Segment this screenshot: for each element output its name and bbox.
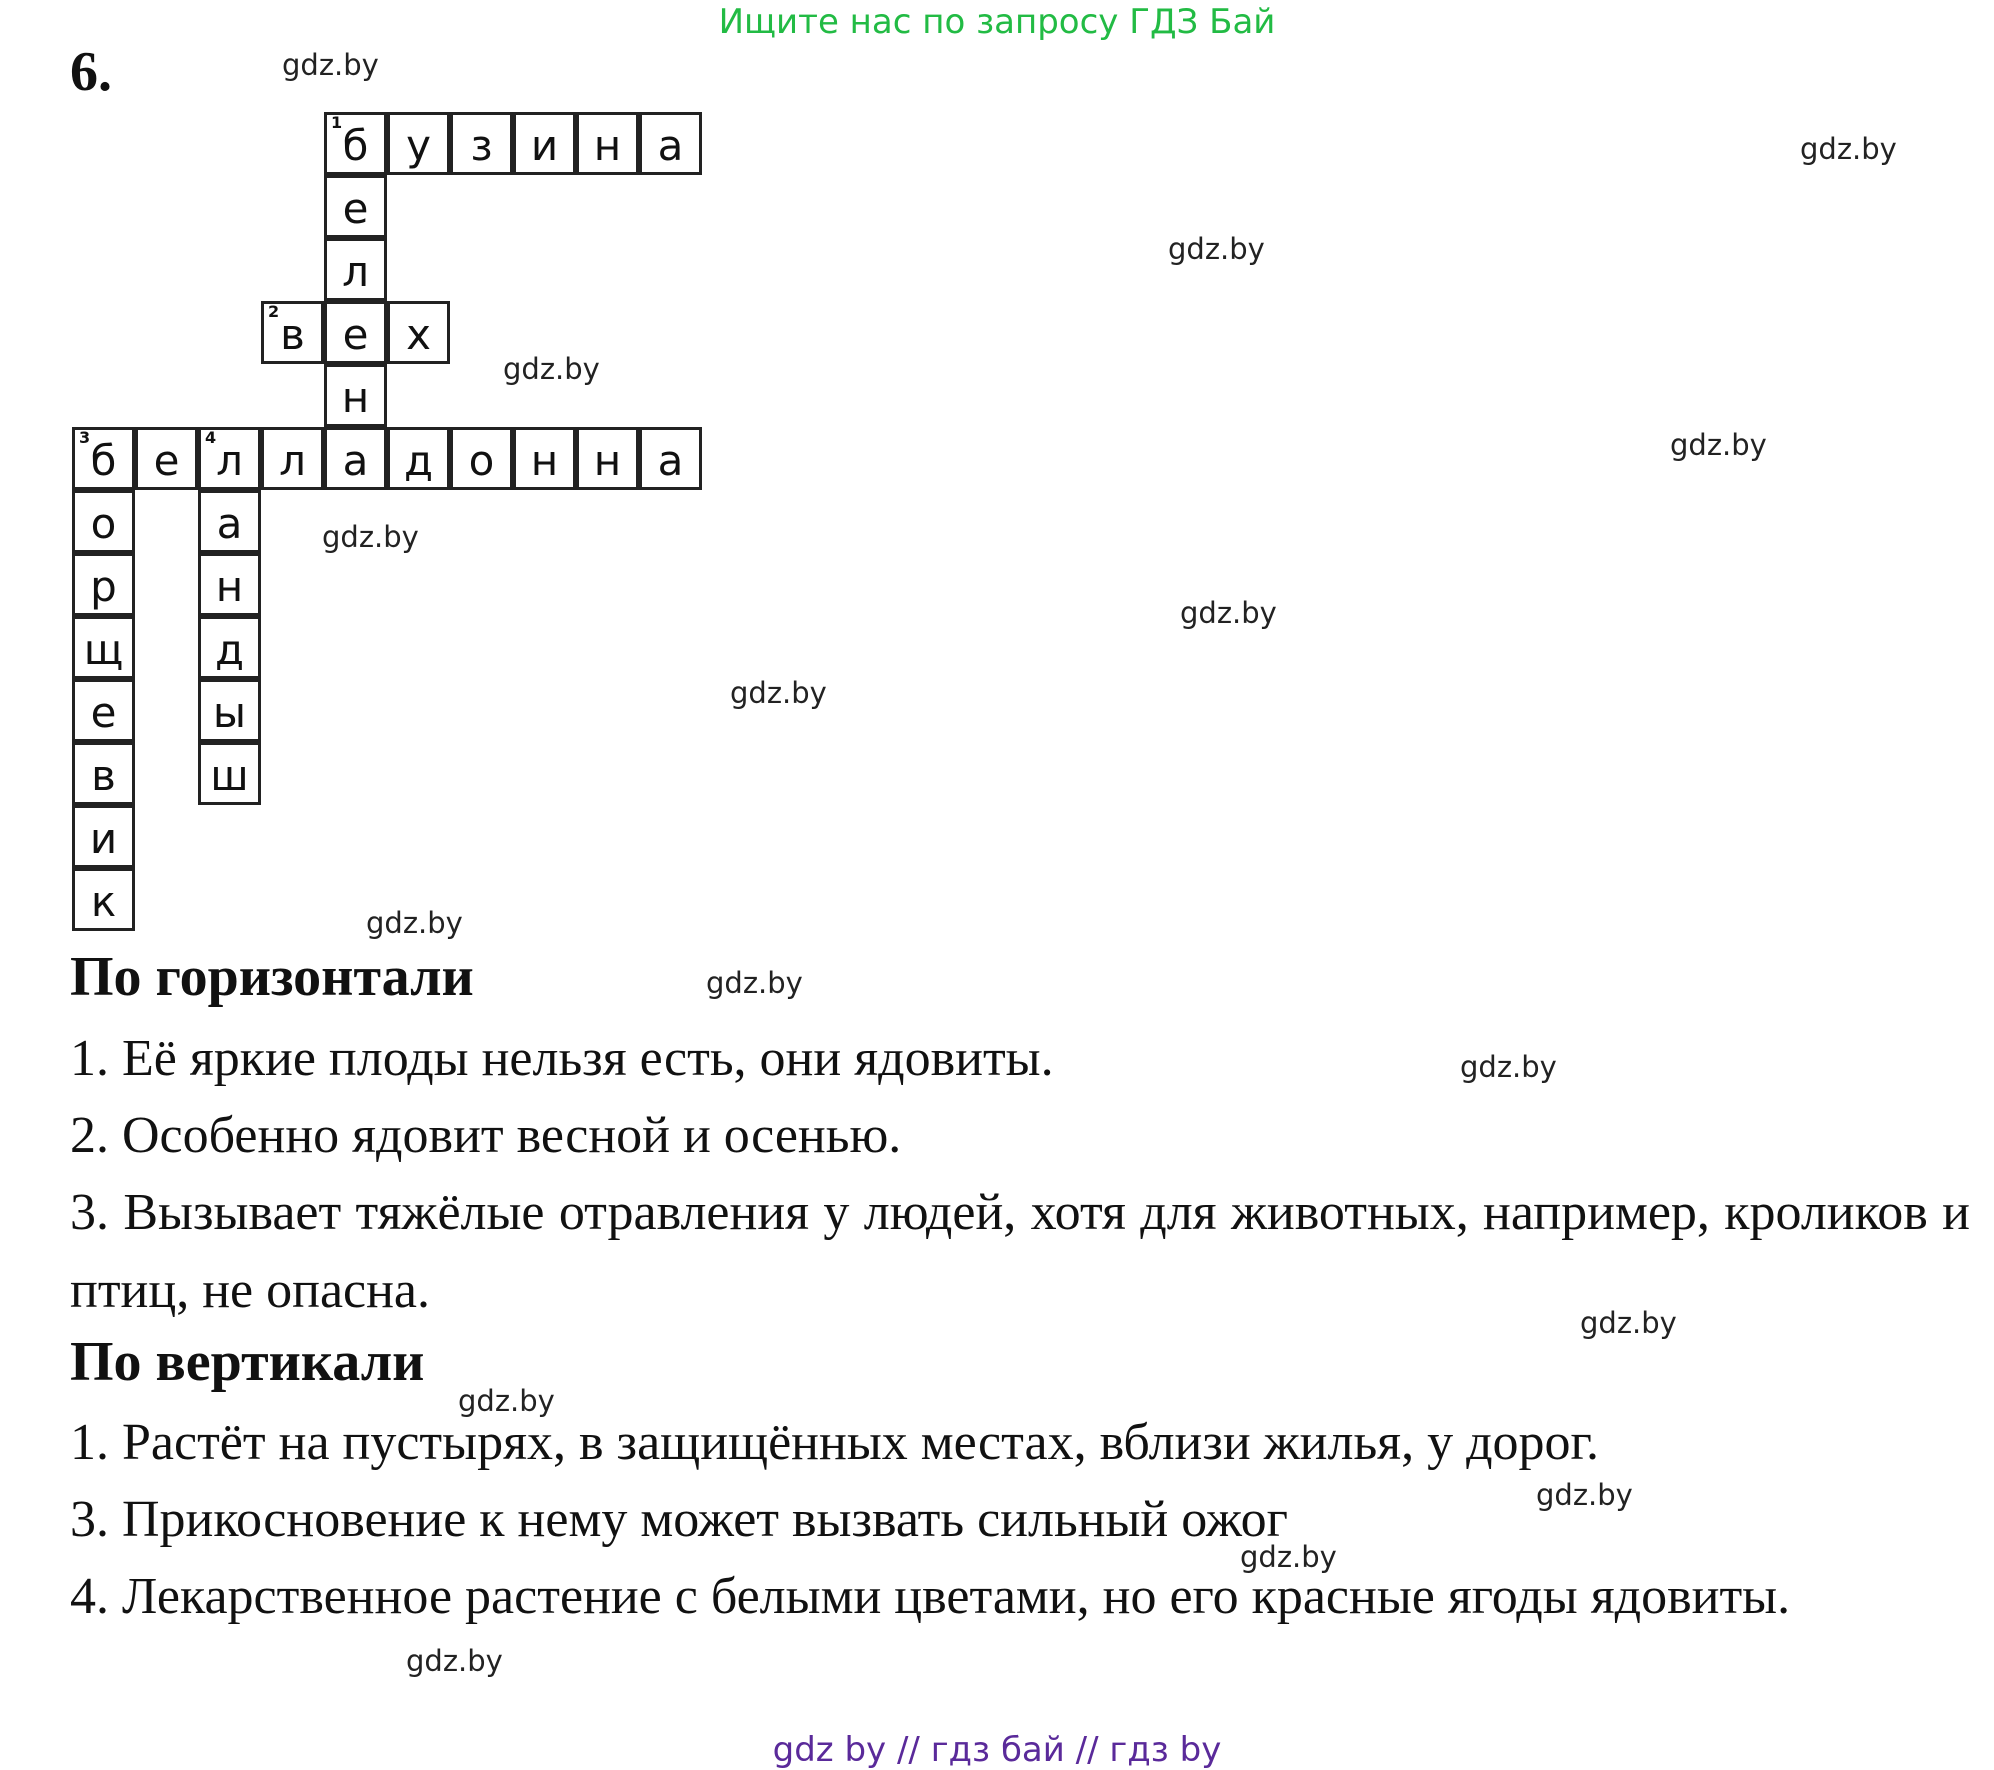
cell-letter: л xyxy=(342,246,369,296)
watermark: gdz.by xyxy=(1240,1540,1337,1574)
crossword-cell xyxy=(198,742,261,805)
crossword-cell xyxy=(198,616,261,679)
clue-number: 2 xyxy=(268,302,280,321)
crossword-cell xyxy=(198,553,261,616)
cell-letter: и xyxy=(530,120,559,170)
cell-letter: а xyxy=(216,498,243,548)
cell-letter: л xyxy=(216,435,243,485)
cell-letter: у xyxy=(406,120,431,170)
watermark: gdz.by xyxy=(1180,596,1277,630)
crossword-cell xyxy=(198,490,261,553)
cell-letter: ш xyxy=(210,750,249,800)
crossword-cell xyxy=(576,427,639,490)
vertical-clue-1: 1. Растёт на пустырях, в защищённых местах, вблизи жилья, у дорог. xyxy=(70,1414,1599,1471)
crossword-cell xyxy=(72,742,135,805)
crossword-cell xyxy=(387,112,450,175)
vertical-clue-4: 4. Лекарственное растение с белыми цветами, но его красные ягоды ядовиты. xyxy=(70,1568,1791,1625)
crossword-cell xyxy=(324,175,387,238)
cell-letter: н xyxy=(341,372,370,422)
horizontal-clue-2: 2. Особенно ядовит весной и осенью. xyxy=(70,1107,902,1164)
crossword-cell xyxy=(198,679,261,742)
crossword-cell xyxy=(513,427,576,490)
vertical-heading: По вертикали xyxy=(70,1331,425,1393)
watermark: gdz.by xyxy=(366,906,463,940)
crossword-cell xyxy=(72,490,135,553)
clue-number: 1 xyxy=(331,113,343,132)
crossword-cell xyxy=(72,679,135,742)
cell-letter: н xyxy=(593,435,622,485)
cell-letter: е xyxy=(90,687,117,737)
cell-letter: а xyxy=(657,120,684,170)
watermark: gdz.by xyxy=(282,48,379,82)
cell-letter: о xyxy=(90,498,117,548)
crossword-cell xyxy=(324,427,387,490)
crossword-cell xyxy=(576,112,639,175)
footer-links[interactable]: gdz by // гдз бай // гдз by xyxy=(772,1730,1222,1770)
cell-letter: б xyxy=(90,435,117,485)
cell-letter: н xyxy=(530,435,559,485)
cell-letter: н xyxy=(593,120,622,170)
cell-letter: в xyxy=(280,309,305,359)
crossword-cell xyxy=(261,301,324,364)
clue-number: 4 xyxy=(205,428,217,447)
task-number: 6. xyxy=(70,41,112,103)
crossword-cell xyxy=(72,868,135,931)
cell-letter: з xyxy=(470,120,493,170)
cell-letter: н xyxy=(215,561,244,611)
vertical-clue-3: 3. Прикосновение к нему может вызвать сильный ожог xyxy=(70,1491,1288,1548)
cell-letter: д xyxy=(403,435,434,485)
cell-letter: е xyxy=(342,183,369,233)
cell-letter: б xyxy=(342,120,369,170)
clue-number: 3 xyxy=(79,428,91,447)
crossword-cell xyxy=(513,112,576,175)
crossword-cell xyxy=(639,427,702,490)
cell-letter: и xyxy=(89,813,118,863)
crossword-cell xyxy=(387,427,450,490)
top-banner[interactable]: Ищите нас по запросу ГДЗ Бай xyxy=(718,2,1276,42)
watermark: gdz.by xyxy=(1800,132,1897,166)
cell-letter: р xyxy=(90,561,117,611)
watermark: gdz.by xyxy=(1580,1306,1677,1340)
cell-letter: д xyxy=(214,624,245,674)
horizontal-clue-3: 3. Вызывает тяжёлые отравления у людей, хотя для животных, например, кроликов и птиц, не опасна. xyxy=(70,1184,1970,1319)
cell-letter: а xyxy=(342,435,369,485)
crossword-cell xyxy=(261,427,324,490)
cell-letter: л xyxy=(279,435,306,485)
crossword-cell xyxy=(639,112,702,175)
crossword-cell xyxy=(324,112,387,175)
watermark: gdz.by xyxy=(1670,428,1767,462)
watermark: gdz.by xyxy=(503,352,600,386)
watermark: gdz.by xyxy=(706,966,803,1000)
watermark: gdz.by xyxy=(458,1384,555,1418)
cell-letter: щ xyxy=(83,624,124,674)
crossword-cell xyxy=(72,553,135,616)
cell-letter: а xyxy=(657,435,684,485)
crossword-cell xyxy=(198,427,261,490)
cell-letter: к xyxy=(90,876,117,926)
watermark: gdz.by xyxy=(730,676,827,710)
cell-letter: е xyxy=(153,435,180,485)
cell-letter: х xyxy=(406,309,431,359)
crossword-cell xyxy=(450,427,513,490)
cell-letter: в xyxy=(91,750,116,800)
crossword-cell xyxy=(387,301,450,364)
watermark: gdz.by xyxy=(406,1644,503,1678)
crossword-cell xyxy=(72,427,135,490)
watermark: gdz.by xyxy=(322,520,419,554)
crossword-cell xyxy=(324,301,387,364)
crossword-cell xyxy=(450,112,513,175)
watermark: gdz.by xyxy=(1168,232,1265,266)
watermark: gdz.by xyxy=(1536,1478,1633,1512)
watermark: gdz.by xyxy=(1460,1050,1557,1084)
crossword-cell xyxy=(324,364,387,427)
crossword-cell xyxy=(72,805,135,868)
horizontal-heading: По горизонтали xyxy=(70,946,474,1008)
cell-letter: е xyxy=(342,309,369,359)
cell-letter: о xyxy=(468,435,495,485)
crossword-cell xyxy=(324,238,387,301)
cell-letter: ы xyxy=(212,687,247,737)
horizontal-clue-1: 1. Её яркие плоды нельзя есть, они ядовиты. xyxy=(70,1030,1054,1087)
crossword-cell xyxy=(135,427,198,490)
crossword-cell xyxy=(72,616,135,679)
